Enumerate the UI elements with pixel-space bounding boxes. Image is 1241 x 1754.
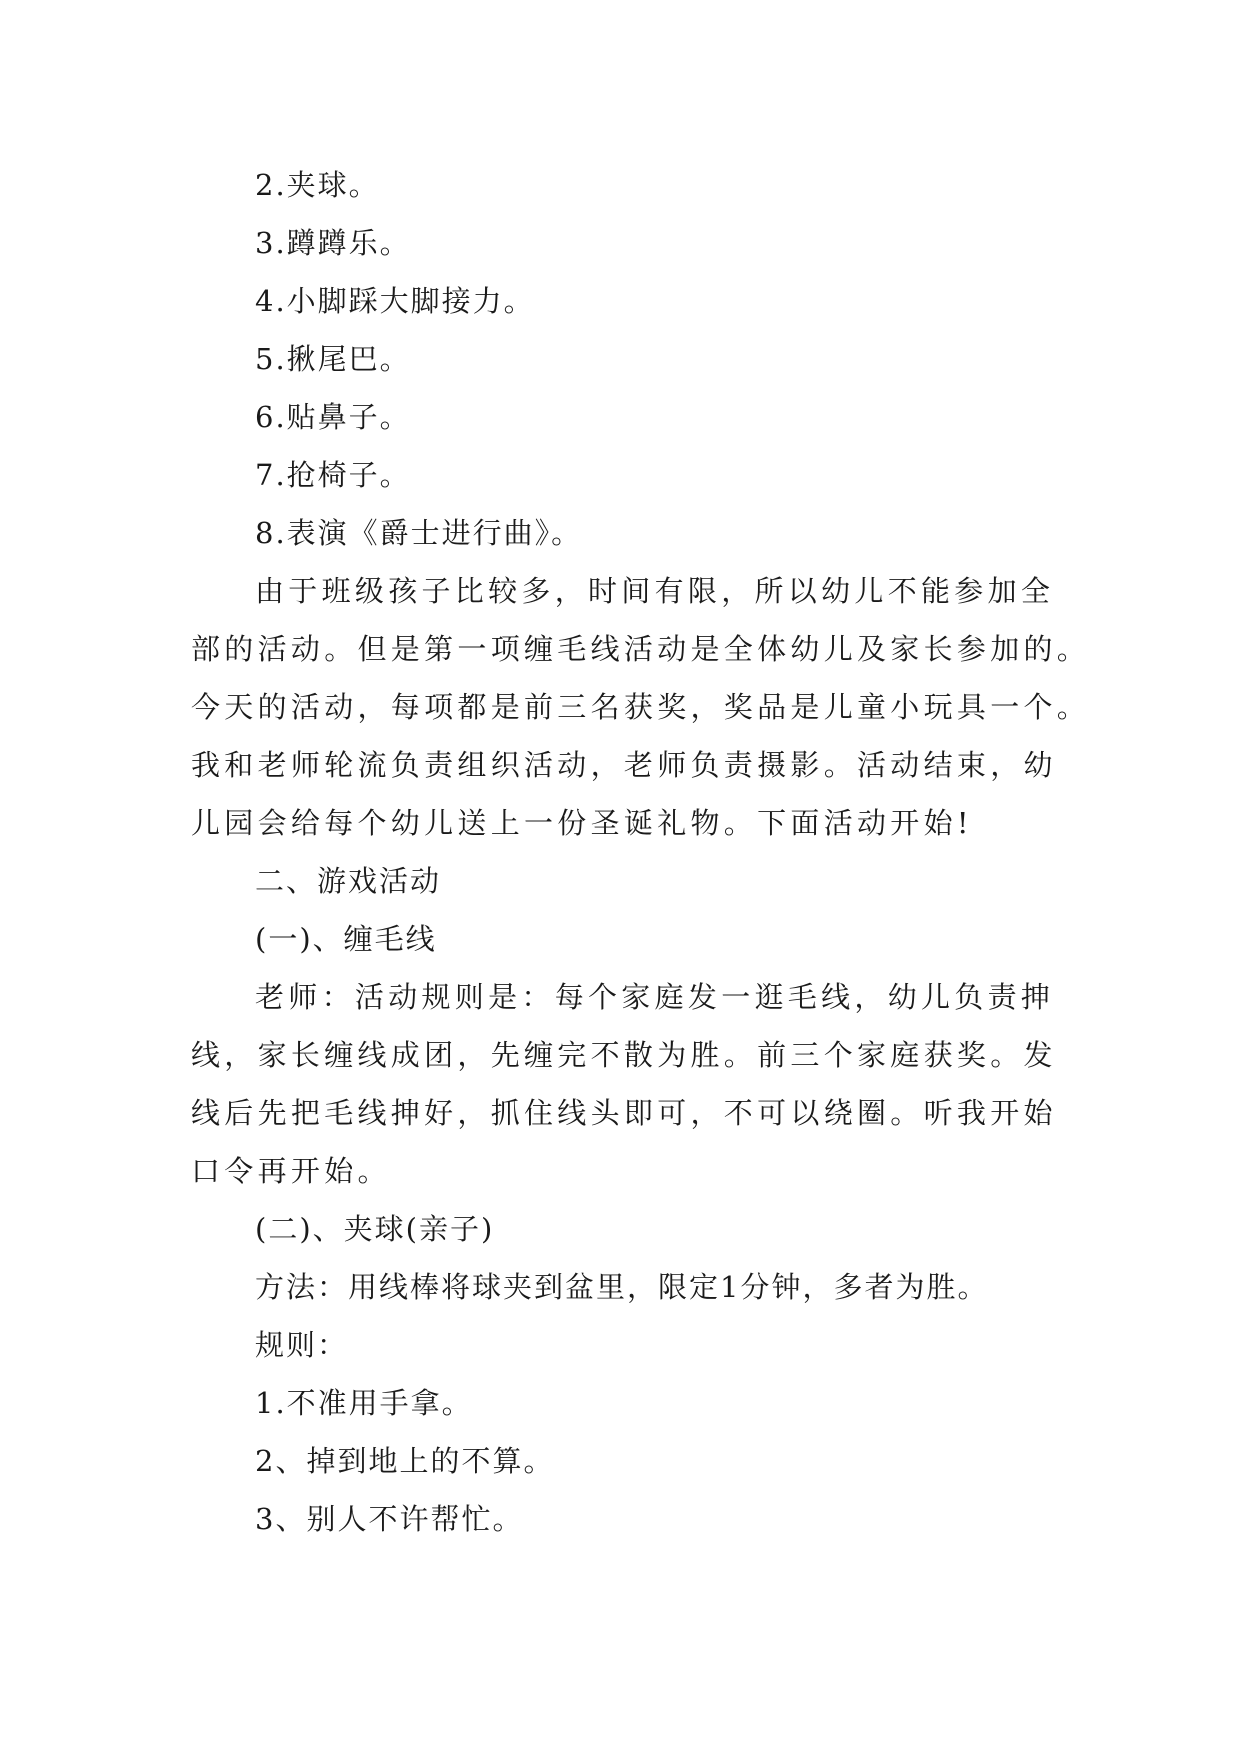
rules-label: 规则： [255,1328,349,1362]
subsection-heading: (二)、夹球(亲子) [255,1212,495,1246]
rule-item: 1.不准用手拿。 [255,1386,473,1420]
paragraph-line: 线后先把毛线抻好，抓住线头即可，不可以绕圈。听我开始 [191,1096,1057,1130]
paragraph-line: 今天的活动，每项都是前三名获奖，奖品是儿童小玩具一个。 [191,690,1091,724]
paragraph-line: 我和老师轮流负责组织活动，老师负责摄影。活动结束，幼 [191,748,1057,782]
paragraph-line: 口令再开始。 [191,1154,391,1188]
paragraph-line: 儿园会给每个幼儿送上一份圣诞礼物。下面活动开始! [191,806,973,840]
paragraph-line: 老师：活动规则是：每个家庭发一逛毛线，幼儿负责抻 [255,980,1055,1014]
list-item: 7.抢椅子。 [255,458,411,492]
rule-item: 3、别人不许帮忙。 [255,1502,524,1536]
method-text: 方法：用线棒将球夹到盆里，限定1分钟，多者为胜。 [255,1270,989,1304]
paragraph-line: 部的活动。但是第一项缠毛线活动是全体幼儿及家长参加的。 [191,632,1091,666]
list-item: 3.蹲蹲乐。 [255,226,411,260]
list-item: 5.揪尾巴。 [255,342,411,376]
list-item: 2.夹球。 [255,168,380,202]
rule-item: 2、掉到地上的不算。 [255,1444,555,1478]
subsection-heading: (一)、缠毛线 [255,922,437,956]
paragraph-rules-yarn [191,968,1057,1200]
paragraph-line: 由于班级孩子比较多，时间有限，所以幼儿不能参加全 [255,574,1055,608]
paragraph-line: 线，家长缠线成团，先缠完不散为胜。前三个家庭获奖。发 [191,1038,1057,1072]
paragraph-intro [191,562,1091,852]
list-item: 8.表演《爵士进行曲》。 [255,516,583,550]
list-item: 4.小脚踩大脚接力。 [255,284,535,318]
document-body [191,156,1091,1548]
section-heading: 二、游戏活动 [255,864,442,898]
list-item: 6.贴鼻子。 [255,400,411,434]
